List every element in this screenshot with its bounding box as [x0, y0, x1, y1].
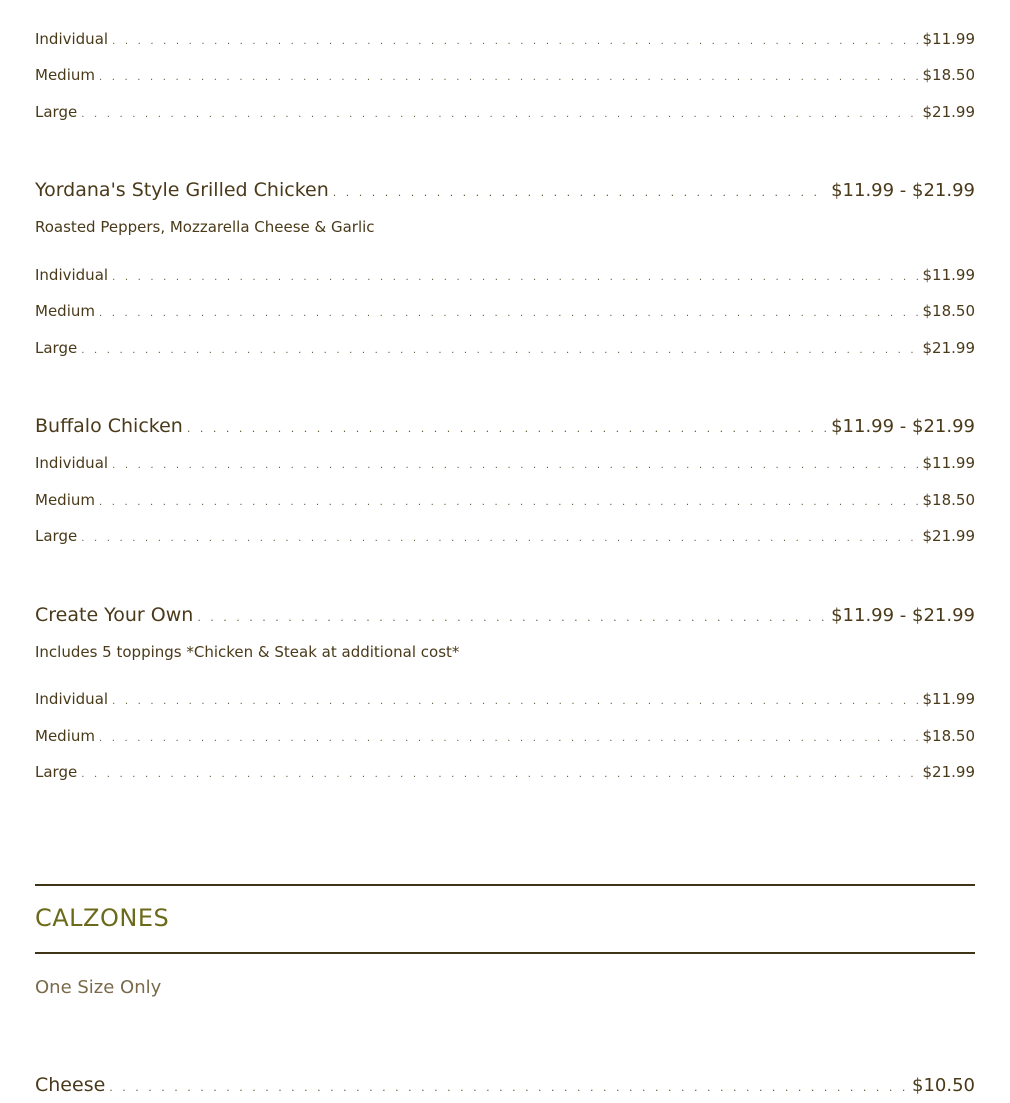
- dot-leader: [112, 32, 918, 49]
- menu-item-cheese-calzone: [35, 1072, 975, 1098]
- size-label: Medium: [35, 66, 95, 84]
- item-name: Cheese: [35, 1074, 106, 1096]
- size-price: $18.50: [922, 302, 975, 320]
- size-price: $18.50: [922, 727, 975, 745]
- size-row-medium: [35, 726, 975, 746]
- size-row-medium: [35, 65, 975, 85]
- section-subtitle: One Size Only: [35, 977, 162, 998]
- dot-leader: [99, 68, 919, 85]
- dot-leader: [99, 304, 919, 321]
- dot-leader: [81, 105, 918, 122]
- size-label: Individual: [35, 454, 109, 472]
- size-row-medium: [35, 490, 975, 510]
- item-price: $11.99 - $21.99: [831, 180, 975, 201]
- item-price: $11.99 - $21.99: [831, 416, 975, 437]
- dot-leader: [197, 605, 827, 628]
- dot-leader: [81, 529, 918, 546]
- size-label: Individual: [35, 266, 109, 284]
- size-price: $21.99: [922, 527, 975, 545]
- size-label: Medium: [35, 727, 95, 745]
- dot-leader: [81, 341, 918, 358]
- size-label: Large: [35, 527, 78, 545]
- menu-item-buffalo-chicken: [35, 413, 975, 439]
- size-label: Individual: [35, 690, 109, 708]
- item-name: Yordana's Style Grilled Chicken: [35, 179, 329, 201]
- dot-leader: [187, 416, 827, 439]
- size-row-individual: [35, 265, 975, 285]
- dot-leader: [109, 1075, 908, 1098]
- menu-item-create-your-own: [35, 602, 975, 628]
- dot-leader: [99, 729, 919, 746]
- size-price: $21.99: [922, 103, 975, 121]
- dot-leader: [112, 268, 918, 285]
- dot-leader: [333, 180, 827, 203]
- size-label: Individual: [35, 30, 109, 48]
- item-name: Create Your Own: [35, 604, 194, 626]
- size-price: $11.99: [922, 454, 975, 472]
- size-price: $21.99: [922, 763, 975, 781]
- size-label: Large: [35, 103, 78, 121]
- size-row-individual: [35, 29, 975, 49]
- size-row-medium: [35, 301, 975, 321]
- size-label: Large: [35, 763, 78, 781]
- size-price: $11.99: [922, 30, 975, 48]
- size-price: $18.50: [922, 491, 975, 509]
- item-description: Includes 5 toppings *Chicken & Steak at additional cost*: [35, 643, 460, 661]
- size-row-individual: [35, 453, 975, 473]
- size-label: Medium: [35, 302, 95, 320]
- menu-item-grilled-chicken: [35, 177, 975, 203]
- size-price: $11.99: [922, 690, 975, 708]
- item-description: Roasted Peppers, Mozzarella Cheese & Garlic: [35, 218, 375, 236]
- section-divider-bottom: [35, 952, 975, 954]
- dot-leader: [81, 765, 918, 782]
- item-name: Buffalo Chicken: [35, 415, 183, 437]
- size-price: $21.99: [922, 339, 975, 357]
- size-row-large: [35, 526, 975, 546]
- dot-leader: [112, 692, 918, 709]
- size-price: $18.50: [922, 66, 975, 84]
- size-row-large: [35, 762, 975, 782]
- size-label: Medium: [35, 491, 95, 509]
- section-divider-top: [35, 884, 975, 886]
- size-price: $11.99: [922, 266, 975, 284]
- dot-leader: [112, 456, 918, 473]
- dot-leader: [99, 493, 919, 510]
- item-price: $11.99 - $21.99: [831, 605, 975, 626]
- item-price: $10.50: [912, 1075, 975, 1096]
- section-title: CALZONES: [35, 904, 170, 932]
- size-row-large: [35, 102, 975, 122]
- size-label: Large: [35, 339, 78, 357]
- size-row-large: [35, 338, 975, 358]
- size-row-individual: [35, 689, 975, 709]
